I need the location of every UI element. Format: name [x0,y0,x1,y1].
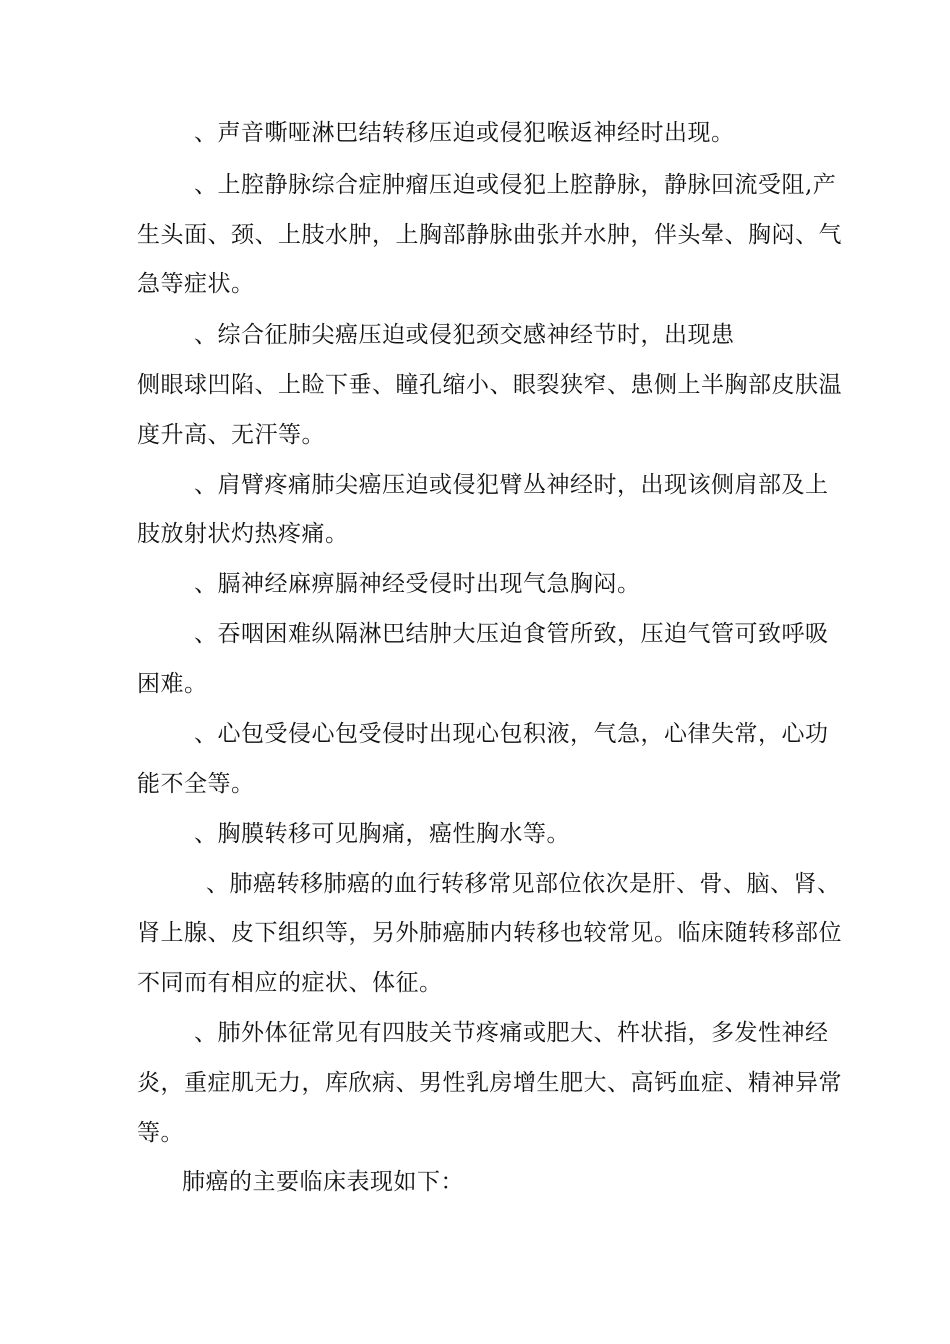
paragraph-line: 侧眼球凹陷、上睑下垂、瞳孔缩小、眼裂狭窄、患侧上半胸部皮肤温 [137,372,842,398]
paragraph-line: 肾上腺、皮下组织等，另外肺癌肺内转移也较常见。临床随转移部位 [137,920,842,946]
paragraph-line: 炎，重症肌无力，库欣病、男性乳房增生肥大、高钙血症、精神异常 [137,1070,842,1096]
paragraph-line: 、声音嘶哑淋巴结转移压迫或侵犯喉返神经时出现。 [194,120,735,146]
paragraph-line: 、肺外体征常见有四肢关节疼痛或肥大、杵状指，多发性神经 [194,1020,829,1046]
paragraph-line: 等。 [137,1120,184,1146]
paragraph-line: 急等症状。 [137,271,255,297]
paragraph-line: 、上腔静脉综合症肿瘤压迫或侵犯上腔静脉，静脉回流受阻,产 [194,172,837,198]
paragraph-line: 、肩臂疼痛肺尖癌压迫或侵犯臂丛神经时，出现该侧肩部及上 [194,472,829,498]
paragraph-line: 生头面、颈、上肢水肿，上胸部静脉曲张并水肿，伴头晕、胸闷、气 [137,222,842,248]
paragraph-line: 困难。 [137,671,208,697]
paragraph-line: 、心包受侵心包受侵时出现心包积液，气急，心律失常，心功 [194,721,829,747]
paragraph-line: 不同而有相应的症状、体征。 [137,970,443,996]
paragraph-line: 肺癌的主要临床表现如下： [182,1169,464,1195]
paragraph-line: 、膈神经麻痹膈神经受侵时出现气急胸闷。 [194,571,641,597]
paragraph-line: 度升高、无汗等。 [137,422,325,448]
paragraph-line: 、综合征肺尖癌压迫或侵犯颈交感神经节时，出现患 [194,322,735,348]
paragraph-line: 、吞咽困难纵隔淋巴结肿大压迫食管所致，压迫气管可致呼吸 [194,621,829,647]
paragraph-line: 肢放射状灼热疼痛。 [137,521,349,547]
paragraph-line: 能不全等。 [137,771,255,797]
paragraph-line: 、肺癌转移肺癌的血行转移常见部位依次是肝、骨、脑、肾、 [206,871,841,897]
paragraph-line: 、胸膜转移可见胸痛，癌性胸水等。 [194,821,570,847]
